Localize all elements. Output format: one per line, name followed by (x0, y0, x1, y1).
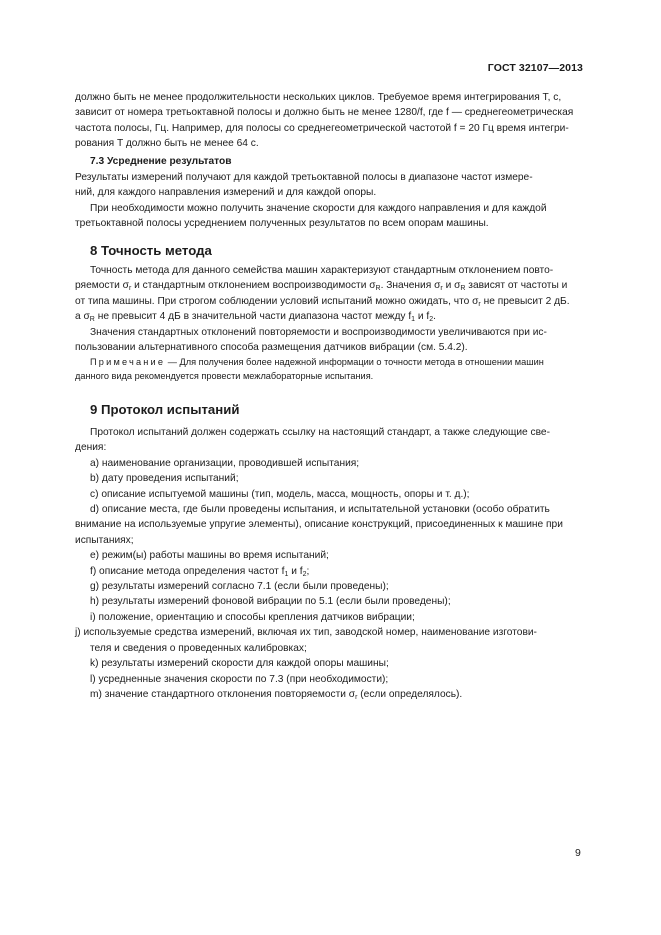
section-7-3-body (75, 170, 582, 232)
section-7-3 (75, 154, 582, 169)
text-line: Точность метода для данного семейства машин характеризуют стандартным отклонением повто- (90, 265, 554, 276)
subscript: r (440, 285, 443, 293)
text-span: и σ (442, 280, 461, 292)
list-item: b) дату проведения испытаний; (90, 473, 239, 485)
subscript: 1 (411, 316, 416, 324)
text-line: Значения стандартных отклонений повторяемости и воспроизводимости увеличиваются при ис- (90, 326, 547, 338)
section-8 (75, 242, 582, 259)
text-span: ; (306, 565, 310, 577)
text-line: частота полосы, Гц. Например, для полосы со среднегеометрической частотой f = 20 Гц время интегри- (75, 122, 569, 134)
list-item: g) результаты измерений согласно 7.1 (если были проведены); (90, 581, 389, 593)
subscript: 1 (284, 570, 289, 578)
list-item: e) режим(ы) работы машины во время испытаний; (90, 550, 329, 562)
text-span: а σ (75, 311, 90, 323)
subscript: R (375, 285, 381, 293)
text-span: . (433, 311, 436, 323)
list-item: k) результаты измерений скорости для каждой опоры машины; (90, 658, 389, 670)
list-item: испытаниях; (75, 534, 134, 546)
subscript: 2 (429, 316, 434, 324)
text-line: должно быть не менее продолжительности нескольких циклов. Требуемое время интегрирования T, с, (75, 92, 562, 103)
document-header: ГОСТ 32107—2013 (487, 62, 583, 74)
text-line: Результаты измерений получают для каждой третьоктавной полосы в диапазоне частот измере- (75, 172, 533, 183)
section-heading: 9 Протокол испытаний (90, 402, 240, 417)
list-item: l) усредненные значения скорости по 7.3 (при необходимости); (90, 673, 389, 685)
text-line: зависит от номера третьоктавной полосы и должно быть не менее 1280/f, где f — среднегеометрическая (75, 107, 574, 119)
text-line (75, 309, 582, 324)
text-span: (если определялось). (357, 688, 463, 700)
list-item: i) положение, ориентацию и способы крепления датчиков вибрации; (90, 611, 415, 623)
section-8-body (75, 263, 582, 355)
list-item (75, 564, 582, 579)
text-span: зависят от частоты и (465, 280, 568, 292)
section-8-note (75, 355, 582, 383)
list-item: h) результаты измерений фоновой вибрации по 5.1 (если были проведены); (90, 596, 451, 608)
text-span: не превысит 4 дБ в значительной части диапазона частот между f (94, 311, 412, 323)
list-item: теля и сведения о проведенных калибровках; (90, 642, 307, 654)
text-line (75, 355, 582, 369)
text-line: Протокол испытаний должен содержать ссылку на настоящий стандарт, а также следующие све- (90, 427, 550, 438)
section-9-body (75, 425, 582, 702)
text-span: от типа машины. При строгом соблюдении условий испытаний можно ожидать, что σ (75, 295, 479, 307)
list-item: d) описание места, где были проведены испытания, и испытательной установки (особо обратить (90, 504, 550, 516)
list-item (75, 687, 582, 702)
subscript: r (128, 285, 132, 293)
text-span: f) описание метода определения частот f (90, 565, 285, 577)
list-item: c) описание испытуемой машины (тип, модель, масса, мощность, опоры и т. д.); (90, 488, 470, 500)
text-span: и стандартным отклонением воспроизводимости σ (131, 280, 376, 292)
text-line: дения: (75, 442, 107, 454)
text-line (75, 278, 582, 293)
text-line (75, 294, 582, 309)
text-line: рования T должно быть не менее 64 с. (75, 138, 259, 150)
list-item: j) используемые средства измерений, включая их тип, заводской номер, наименование изготови- (75, 627, 537, 639)
list-item: a) наименование организации, проводившей испытания; (90, 457, 360, 469)
text-span: — Для получения более надежной информации о точности метода в отношении машин (165, 357, 544, 367)
text-span: . Значения σ (380, 280, 441, 292)
subscript: R (460, 285, 466, 293)
text-line: третьоктавной полосы усреднением полученных результатов по всем опорам машины. (75, 218, 489, 230)
list-item: внимание на используемые упругие элементы), описание конструкций, присоединенных к машине при (75, 519, 563, 531)
text-line: пользовании альтернативного способа размещения датчиков вибрации (см. 5.4.2). (75, 342, 468, 354)
page-number: 9 (575, 847, 581, 859)
text-span: и f (415, 311, 430, 323)
section-heading: 7.3 Усреднение результатов (90, 156, 232, 167)
text-span: и f (288, 565, 303, 577)
text-span: m) значение стандартного отклонения повторяемости σ (90, 688, 356, 700)
text-line: При необходимости можно получить значение скорости для каждого направления и для каждой (90, 202, 547, 214)
section-heading: 8 Точность метода (90, 243, 212, 258)
intro-paragraph (75, 90, 582, 152)
subscript: r (355, 693, 358, 701)
subscript: r (478, 300, 481, 308)
text-span: ряемости σ (75, 280, 129, 292)
text-line: данного вида рекомендуется провести межлабораторные испытания. (75, 371, 374, 381)
section-9 (75, 401, 582, 418)
note-label: Примечание (90, 357, 166, 367)
subscript: 2 (302, 570, 307, 578)
text-line: ний, для каждого направления измерений и для каждой опоры. (75, 187, 377, 199)
subscript: R (89, 316, 95, 324)
text-span: не превысит 2 дБ. (480, 295, 570, 307)
